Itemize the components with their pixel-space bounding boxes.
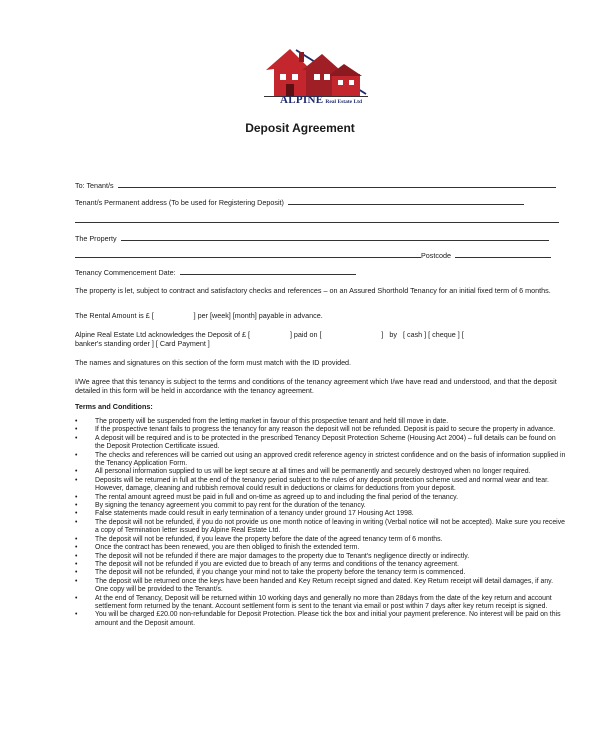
term-item [75, 519, 567, 536]
deposit-ack-line-2: banker's standing order ] [ Card Payment ] [75, 339, 210, 348]
postcode-label: Postcode [421, 251, 451, 260]
permanent-address-label: Tenant/s Permanent address (To be used for Registering Deposit) [75, 198, 284, 207]
term-item [75, 477, 567, 494]
terms-list [75, 418, 567, 628]
term-item [75, 561, 567, 569]
term-text: If the prospective tenant fails to progress the tenancy for any reason the deposit will not be refunded. Deposit is paid to secure the property in advance. [95, 426, 556, 434]
term-item [75, 452, 567, 469]
term-item [75, 544, 567, 552]
term-text: The deposit will not be refunded if there are major damages to the property due to Tenant's negligence directly or indirectly. [95, 552, 470, 560]
bullet-icon: • [75, 493, 78, 501]
deposit-ack-line-1: Alpine Real Estate Ltd acknowledges the Deposit of £ [ ] paid on [ ] by [ cash ] [ cheque ] [ [75, 330, 464, 339]
bullet-icon: • [75, 468, 78, 476]
logo-window [324, 74, 330, 80]
bullet-icon: • [75, 426, 78, 434]
postcode-line[interactable] [455, 257, 551, 258]
property-line[interactable] [121, 240, 549, 241]
term-item [75, 569, 567, 577]
logo-subtitle: Real Estate Ltd [325, 99, 363, 105]
tenant-name-line[interactable] [118, 187, 556, 188]
commencement-label: Tenancy Commencement Date: [75, 268, 176, 277]
term-text: The deposit will not be refunded, if you do not provide us one month notice of leaving in writing (Verbal notice will not be accepted). Make sure you receive a copy of Termination letter issued by Alpine Real Estate Ltd. [95, 518, 565, 535]
bullet-icon: • [75, 569, 78, 577]
bullet-icon: • [75, 577, 78, 585]
term-text: The deposit will not be refunded, if you leave the property before the date of the agreed tenancy term of 6 months. [95, 535, 443, 543]
bullet-icon: • [75, 560, 78, 568]
bullet-icon: • [75, 594, 78, 602]
bullet-icon: • [75, 476, 78, 484]
term-text: The deposit will not be refunded, if you change your mind not to take the property before the tenancy term is commenced. [95, 569, 466, 577]
address-continuation-field[interactable] [75, 216, 559, 225]
term-text: A deposit will be required and is to be protected in the prescribed Tenancy Deposit Protection Scheme (Housing Act 2004) – full details can be found on the Deposit Protection Certificate issued. [95, 434, 556, 451]
term-item [75, 578, 567, 595]
term-item [75, 536, 567, 544]
term-item [75, 553, 567, 561]
permanent-address-field[interactable] [75, 198, 524, 207]
term-text: The deposit will not be refunded if you are evicted due to breach of any terms and conditions of the tenancy agreement. [95, 560, 459, 568]
address-continuation-line[interactable] [75, 222, 559, 223]
bullet-icon: • [75, 502, 78, 510]
tenancy-terms-paragraph: The property is let, subject to contract and satisfactory checks and references – on an Assured Shorthold Tenancy for an initial fixed term of 6 months. [75, 286, 551, 295]
agreement-paragraph: I/We agree that this tenancy is subject to the terms and conditions of the tenancy agreement which I/we have read and understood, and that the deposit detailed in this form will be held in accordance with the tenancy agreement. [75, 377, 557, 395]
property-field[interactable] [75, 234, 549, 243]
logo-wordmark [280, 90, 362, 108]
term-text: Once the contract has been renewed, you are then obliged to finish the extended term. [95, 544, 360, 552]
logo-window [280, 74, 286, 80]
term-text: At the end of Tenancy, Deposit will be returned within 10 working days and generally no more than 28days from the date of the key return and account settlement form returned by the tenant. Account settlement form is sent to the tenant via email or post within 7 days after key return receipt is signed. [95, 594, 552, 610]
term-item [75, 418, 567, 426]
logo-chimney [299, 52, 304, 62]
page-title: Deposit Agreement [245, 121, 355, 135]
bullet-icon: • [75, 518, 78, 526]
terms-heading: Terms and Conditions: [75, 402, 153, 411]
term-item [75, 435, 567, 452]
bullet-icon: • [75, 552, 78, 560]
term-item [75, 611, 567, 628]
logo-window [349, 80, 354, 85]
term-text: All personal information supplied to us will be kept secure at all times and will be permanently and securely destroyed when no longer required. [95, 468, 531, 476]
term-item [75, 494, 567, 502]
postcode-field[interactable] [75, 251, 551, 260]
logo-name: ALPINE [280, 94, 324, 106]
tenant-name-field[interactable] [75, 181, 556, 190]
term-item [75, 426, 567, 434]
term-text: False statements made could result in early termination of a tenancy under ground 17 Housing Act 1998. [95, 510, 414, 518]
bullet-icon: • [75, 418, 78, 425]
logo-window [314, 74, 320, 80]
logo-window [338, 80, 343, 85]
id-match-notice: The names and signatures on this section of the form must match with the ID provided. [75, 358, 352, 367]
term-text: Deposits will be returned in full at the end of the tenancy period subject to the rules of any deposit protection scheme used and normal wear and tear. However, damage, cleaning and rubbish removal could result in deductions or claims for deductions from your deposit. [95, 476, 549, 493]
term-item [75, 595, 567, 612]
bullet-icon: • [75, 510, 78, 518]
permanent-address-line[interactable] [288, 204, 524, 205]
term-item [75, 510, 567, 518]
logo-window [292, 74, 298, 80]
bullet-icon: • [75, 544, 78, 552]
bullet-icon: • [75, 535, 78, 543]
term-text: The checks and references will be carried out using an approved credit reference agency in strictest confidence and on the basis of information supplied in the Tenancy Application Form. [95, 451, 566, 468]
term-item [75, 502, 567, 510]
term-text: The property will be suspended from the letting market in favour of this prospective tenant and held till move in date. [95, 418, 449, 425]
rental-amount-line: The Rental Amount is £ [ ] per [week] [month] payable in advance. [75, 311, 323, 320]
bullet-icon: • [75, 434, 78, 442]
tenant-name-label: To: Tenant/s [75, 181, 114, 190]
term-text: You will be charged £20.00 non-refundable for Deposit Protection. Please tick the box and initial your payment preference. No interest will be paid on this amount and the Deposit amount. [95, 611, 561, 627]
property-line-2[interactable] [75, 257, 421, 258]
term-item [75, 468, 567, 476]
term-text: The rental amount agreed must be paid in full and on-time as agreed up to and including the final period of the tenancy. [95, 493, 459, 501]
bullet-icon: • [75, 611, 78, 619]
property-label: The Property [75, 234, 117, 243]
commencement-line[interactable] [180, 274, 356, 275]
term-text: By signing the tenancy agreement you commit to pay rent for the duration of the tenancy. [95, 502, 366, 510]
term-text: The deposit will be returned once the keys have been handed and Key Return receipt signed and dated. Key Return receipt will detail damages, if any. One copy will be provided to the Tenant/s. [95, 577, 553, 594]
commencement-field[interactable] [75, 268, 356, 277]
bullet-icon: • [75, 451, 78, 459]
